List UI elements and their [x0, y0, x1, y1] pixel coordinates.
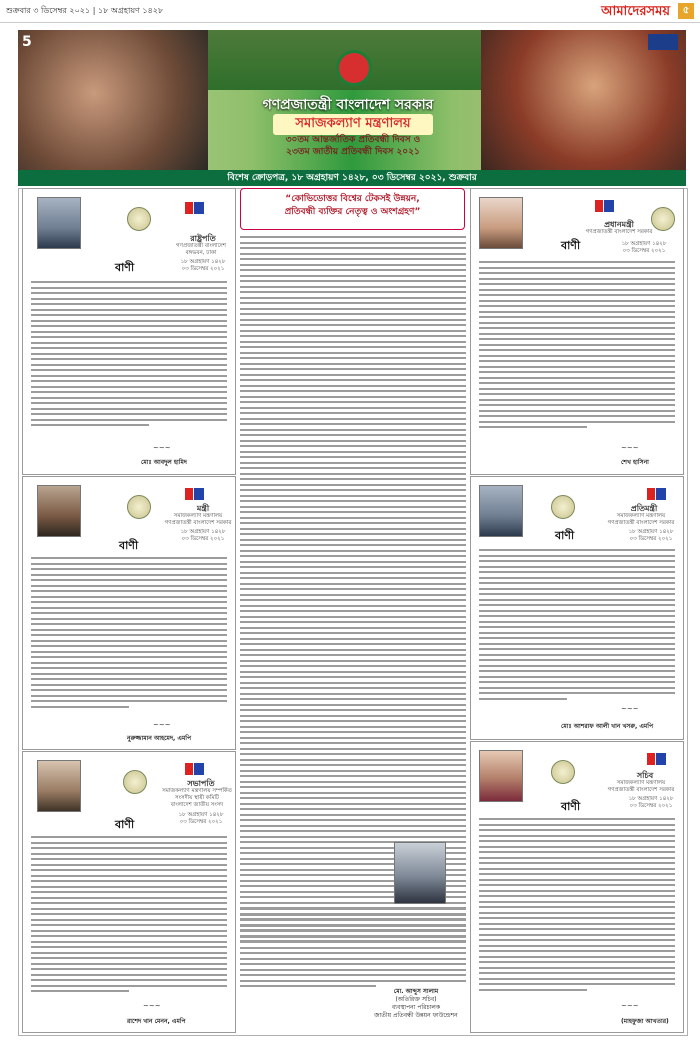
message-title: প্রতিমন্ত্রী [630, 504, 658, 513]
message-heading: বাণী [115, 818, 135, 831]
signature: ~~~ [621, 1002, 639, 1010]
newspaper-brand: আমাদেরসময় [601, 4, 670, 19]
message-box-chairman [22, 751, 236, 1033]
portrait-prime-minister [479, 197, 523, 249]
message-subtitle: সমাজকল্যাণ মন্ত্রণালয় গণপ্রজাতন্ত্রী বাংলাদেশ সরকার [164, 513, 232, 526]
mujib-100-icon [647, 485, 671, 499]
message-body [479, 549, 675, 703]
seal-icon [551, 495, 575, 519]
message-date: ১৮ অগ্রহায়ণ ১৪২৮ ০৩ ডিসেম্বর ২০২১ [628, 796, 674, 809]
message-date: ১৮ অগ্রহায়ণ ১৪২৮ ০৩ ডিসেম্বর ২০২১ [180, 259, 226, 272]
seal-icon [123, 770, 147, 794]
portrait-managing-director [394, 842, 446, 904]
message-box-president [22, 188, 236, 475]
banner-photo-right [481, 30, 686, 170]
article-signer-role-3: জাতীয় প্রতিবন্ধী উন্নয়ন ফাউন্ডেশন [374, 1012, 458, 1019]
article-signer-name: মো. আব্দুস সালাম [393, 988, 439, 995]
page-number: ৫ [678, 3, 694, 19]
message-box-secretary [470, 741, 684, 1033]
seal-icon [127, 207, 151, 231]
message-body [31, 836, 227, 996]
header-date: শুক্রবার ৩ ডিসেম্বর ২০২১ | ১৮ অগ্রহায়ণ ১৪২৮ [6, 6, 164, 15]
government-emblem-icon [336, 50, 372, 86]
page-header [0, 0, 700, 23]
mujib-100-icon [185, 760, 209, 774]
message-box-prime-minister [470, 188, 684, 475]
message-title: সভাপতি [187, 779, 215, 788]
message-subtitle: সমাজকল্যাণ মন্ত্রণালয় গণপ্রজাতন্ত্রী বাংলাদেশ সরকার [607, 513, 675, 526]
signature: ~~~ [153, 444, 171, 452]
message-date: ১৮ অগ্রহায়ণ ১৪২৮ ০৩ ডিসেম্বর ২০২১ [180, 529, 226, 542]
anniversary-logo: 5 [22, 34, 32, 50]
message-heading: বাণী [119, 539, 139, 552]
mujib-100-icon [595, 197, 619, 211]
signer-name: নুরুজ্জামান আহমেদ, এমপি [127, 735, 192, 742]
article-signer-role-1: (অতিরিক্ত সচিব) [395, 996, 437, 1003]
article-body [240, 236, 466, 946]
message-date: ১৮ অগ্রহায়ণ ১৪২৮ ০৩ ডিসেম্বর ২০২১ [178, 812, 224, 825]
message-body [31, 281, 227, 430]
seal-icon [127, 495, 151, 519]
message-subtitle: সমাজকল্যাণ মন্ত্রণালয় গণপ্রজাতন্ত্রী বাংলাদেশ সরকার [607, 780, 675, 793]
message-heading: বাণী [555, 529, 575, 542]
article-signer-role-2: ব্যবস্থাপনা পরিচালক [391, 1004, 441, 1011]
article-body-continued [240, 908, 466, 991]
portrait-chairman [37, 760, 81, 812]
signer-name: শেখ হাসিনা [621, 459, 649, 466]
mujib-100-icon [185, 199, 209, 213]
message-title: রাষ্ট্রপতি [190, 234, 216, 243]
message-body [479, 818, 675, 994]
message-heading: বাণী [561, 239, 581, 252]
signer-name: (মাহফুজা আখতার) [621, 1018, 669, 1025]
article-column [236, 232, 468, 1030]
signer-name: মোঃ আবদুল হামিদ [141, 459, 187, 466]
message-date: ১৮ অগ্রহায়ণ ১৪২৮ ০৩ ডিসেম্বর ২০২১ [628, 529, 674, 542]
mujib-100-icon [185, 485, 209, 499]
seal-icon [551, 760, 575, 784]
message-title: সচিব [636, 771, 654, 780]
message-heading: বাণী [115, 261, 135, 274]
portrait-president [37, 197, 81, 249]
message-date: ১৮ অগ্রহায়ণ ১৪২৮ ০৩ ডিসেম্বর ২০২১ [621, 241, 667, 254]
message-subtitle: গণপ্রজাতন্ত্রী বাংলাদেশ বঙ্গভবন, ঢাকা [176, 243, 226, 256]
message-subtitle: সমাজকল্যাণ মন্ত্রণালয় সম্পর্কিত সংসদীয় স্থায়ী কমিটি বাংলাদেশ জাতীয় সংসদ [162, 788, 232, 808]
mujib-logo-icon [648, 34, 678, 50]
banner-day-title [218, 134, 488, 158]
signature: ~~~ [143, 1002, 161, 1010]
banner-day-line-2: ২৩তম জাতীয় প্রতিবন্ধী দিবস ২০২১ [286, 147, 420, 157]
message-title: প্রধানমন্ত্রী [604, 220, 634, 229]
message-body [479, 261, 675, 432]
message-box-minister [22, 476, 236, 750]
supplement-date-bar: বিশেষ ক্রোড়পত্র, ১৮ অগ্রহায়ণ ১৪২৮, ০৩ ডিসেম্বর ২০২১, শুক্রবার [18, 170, 686, 186]
banner-day-line-1: ৩০তম আন্তর্জাতিক প্রতিবন্ধী দিবস ও [285, 135, 421, 145]
signature: ~~~ [153, 721, 171, 729]
signature: ~~~ [621, 705, 639, 713]
mujib-100-icon [647, 750, 671, 764]
message-subtitle: গণপ্রজাতন্ত্রী বাংলাদেশ সরকার [585, 229, 653, 235]
portrait-state-minister [479, 485, 523, 537]
message-heading: বাণী [561, 800, 581, 813]
banner-ministry-title: সমাজকল্যাণ মন্ত্রণালয় [273, 114, 433, 135]
signature: ~~~ [621, 444, 639, 452]
message-title: মন্ত্রী [196, 504, 210, 513]
message-box-state-minister [470, 476, 684, 740]
portrait-minister [37, 485, 81, 537]
portrait-secretary [479, 750, 523, 802]
banner-photo-left [18, 30, 208, 170]
signer-name: মোঃ আশরাফ আলী খান খসরু, এমপি [561, 723, 654, 730]
slogan-box [240, 188, 465, 230]
banner [18, 30, 686, 170]
banner-government-title: গণপ্রজাতন্ত্রী বাংলাদেশ সরকার [262, 97, 434, 113]
signer-name: রাশেদ খান মেনন, এমপি [127, 1018, 186, 1025]
article-signature-block [364, 988, 468, 1020]
message-body [31, 557, 227, 711]
slogan-line-2: প্রতিবন্ধী ব্যক্তির নেতৃত্ব ও অংশগ্রহণ” [284, 207, 421, 217]
slogan-line-1: “কোভিডোত্তর বিশ্বের টেকসই উন্নয়ন, [285, 194, 420, 204]
